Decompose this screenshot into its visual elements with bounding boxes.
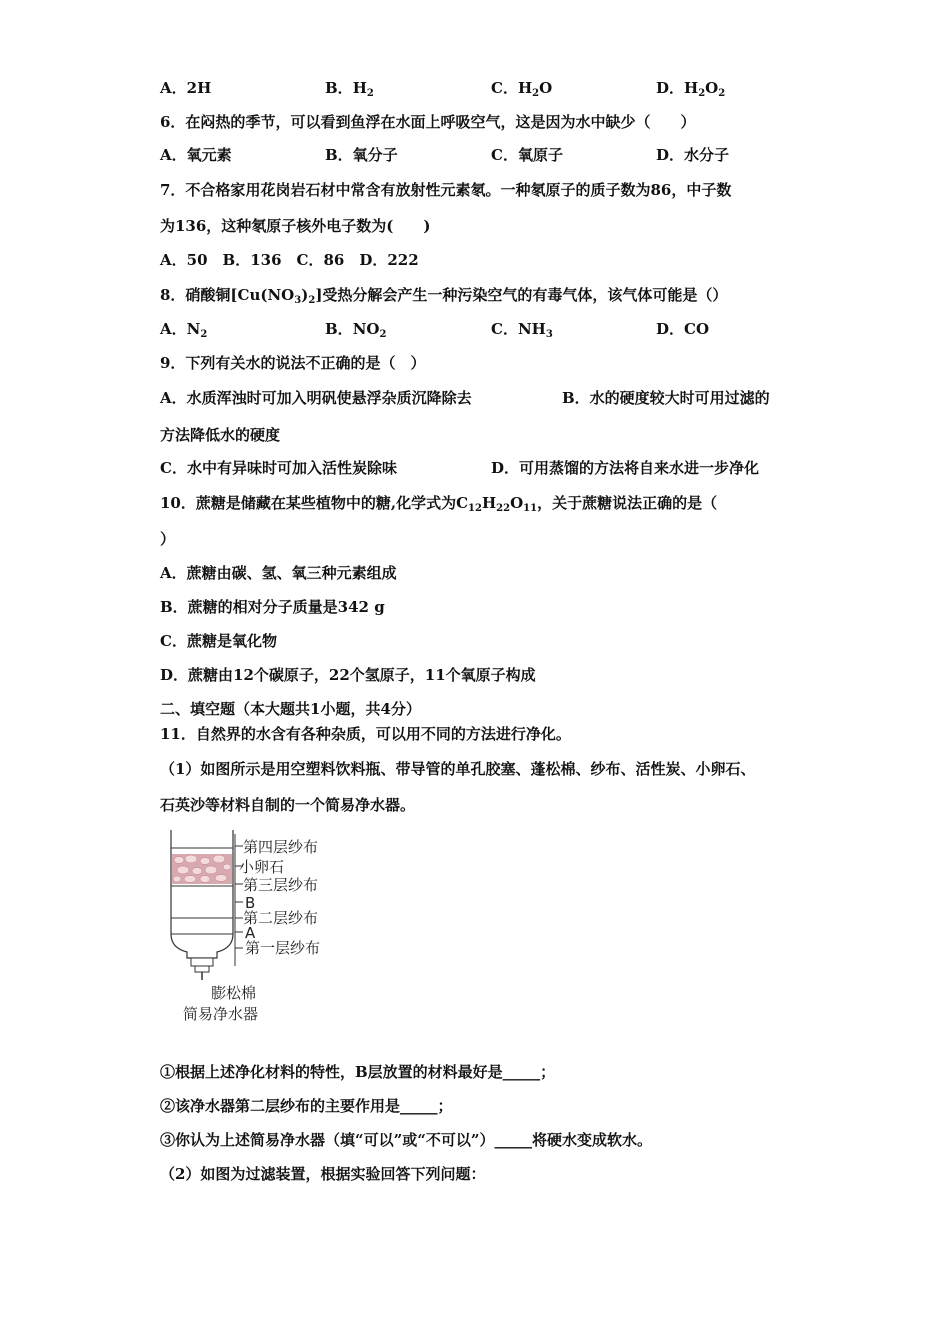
section-title: 二、填空题（本大题共1小题，共4分） — [160, 700, 421, 718]
q7-options: A．50 B．136 C．86 D．222 — [160, 251, 419, 269]
q11-stem: 11．自然界的水含有各种杂质，可以用不同的方法进行净化。 — [160, 725, 571, 743]
q8-option-a: A．$N_2$ — [160, 320, 208, 340]
q11-part2: （2）如图为过滤装置，根据实验回答下列问题： — [160, 1165, 486, 1183]
q9-option-c: C．水中有异味时可加入活性炭除味 — [160, 459, 397, 477]
q9-stem: 9．下列有关水的说法不正确的是（ ） — [160, 354, 426, 372]
q11-sub1: ①根据上述净化材料的特性，B层放置的材料最好是_____； — [160, 1063, 556, 1081]
q10-option-d: D．蔗糖由12个碳原子，22个氢原子，11个氧原子构成 — [160, 666, 536, 684]
label-second-gauze: 第二层纱布 — [243, 909, 319, 927]
q11-part1-line1: （1）如图所示是用空塑料饮料瓶、带导管的单孔胶塞、蓬松棉、纱布、活性炭、小卵石、 — [160, 760, 756, 778]
q10-stem-line2: ） — [160, 530, 176, 548]
water-purifier-diagram — [165, 826, 355, 1026]
q11-part1-line2: 石英沙等材料自制的一个简易净水器。 — [160, 796, 416, 814]
label-cotton: 膨松棉 — [211, 984, 257, 1002]
q6-option-b: B．氧分子 — [325, 146, 398, 164]
q6-option-c: C．氧原子 — [491, 146, 563, 164]
label-b: B — [245, 894, 256, 912]
q8-option-b: B．$NO_2$ — [325, 320, 387, 340]
q10-option-a: A．蔗糖由碳、氢、氧三种元素组成 — [160, 564, 397, 582]
q9-option-b-cont: 方法降低水的硬度 — [160, 426, 281, 444]
q7-stem-line1: 7．不合格家用花岗岩石材中常含有放射性元素氡。一种氡原子的质子数为86，中子数 — [160, 181, 732, 199]
label-third-gauze: 第三层纱布 — [243, 876, 319, 894]
q9-option-b: B．水的硬度较大时可用过滤的 — [562, 389, 770, 407]
bottle-outline — [171, 830, 233, 958]
q10-option-c: C．蔗糖是氧化物 — [160, 632, 277, 650]
label-first-gauze: 第一层纱布 — [245, 939, 321, 957]
q5-option-d: D．$H_2O_2$ — [656, 79, 726, 99]
q11-sub2: ②该净水器第二层纱布的主要作用是_____； — [160, 1097, 453, 1115]
label-pebbles: 小卵石 — [239, 858, 285, 876]
q5-option-b: B．$H_2$ — [325, 79, 374, 99]
nozzle — [191, 958, 213, 966]
label-fourth-gauze: 第四层纱布 — [243, 838, 319, 856]
q8-stem: 8．硝酸铜$[Cu(NO_3)_2]$受热分解会产生一种污染空气的有毒气体，该气体可能是（） — [160, 286, 728, 306]
q7-stem-line2: 为136，这种氡原子核外电子数为( ) — [160, 217, 431, 235]
q5-option-c: C．$H_2O$ — [491, 79, 553, 99]
diagram-caption: 简易净水器 — [183, 1005, 259, 1023]
q6-option-a: A．氧元素 — [160, 146, 232, 164]
label-a: A — [245, 924, 256, 942]
q10-stem: 10．蔗糖是储藏在某些植物中的糖,化学式为$C_{12}H_{22}O_{11}$，关于蔗糖说法正确的是（ — [160, 494, 718, 514]
q9-option-d: D．可用蒸馏的方法将自来水进一步净化 — [491, 459, 760, 477]
q8-option-d: D．CO — [656, 320, 710, 338]
q6-option-d: D．水分子 — [656, 146, 730, 164]
q8-option-c: C．$NH_3$ — [491, 320, 553, 340]
q5-option-a: A．2H — [160, 79, 212, 97]
q6-stem: 6．在闷热的季节，可以看到鱼浮在水面上呼吸空气，这是因为水中缺少（ ） — [160, 113, 696, 131]
q10-option-b: B．蔗糖的相对分子质量是342 g — [160, 598, 385, 616]
q9-option-a: A．水质浑浊时可加入明矾使悬浮杂质沉降除去 — [160, 389, 472, 407]
q11-sub3: ③你认为上述简易净水器（填“可以”或“不可以”）_____将硬水变成软水。 — [160, 1131, 653, 1149]
